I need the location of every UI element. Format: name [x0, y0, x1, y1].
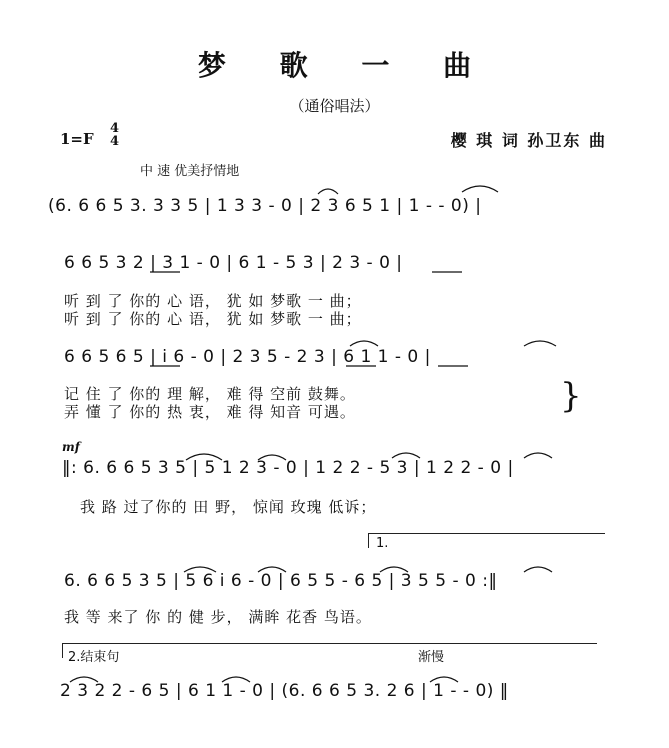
lyric-line-3b: 弄 懂 了 你的 热 衷， 难 得 知音 可遇。 — [64, 403, 356, 421]
slur — [184, 567, 216, 572]
slur — [392, 453, 420, 458]
song-subtitle: （通俗唱法） — [289, 97, 380, 115]
slur — [524, 567, 552, 572]
key-signature: 1=F — [60, 130, 94, 148]
notation-line-6: 2 3 2 2 - 6 5 | 6 1 1 - 0 | (6. 6 6 5 3. 2 6 | 1 - - 0) ‖ — [60, 681, 509, 701]
slur — [524, 453, 552, 458]
lyric-line-3a: 记 住 了 你的 理 解， 难 得 空前 鼓舞。 — [64, 385, 356, 403]
ritardando-marking: 渐慢 — [418, 650, 445, 665]
slur — [258, 455, 286, 460]
tempo-marking: 中 速 优美抒情地 — [140, 164, 240, 179]
slur — [186, 454, 222, 460]
first-ending-label: 1. — [376, 536, 389, 551]
notation-line-2: 6 6 5 3 2 | 3 1 - 0 | 6 1 - 5 3 | 2 3 - 0 | — [64, 253, 403, 273]
slur — [258, 567, 286, 572]
time-signature-bottom: 4 — [110, 134, 120, 149]
notation-line-1: (6. 6 6 5 3. 3 3 5 | 1 3 3 - 0 | 2 3 6 5 1 | 1 - - 0) | — [48, 196, 482, 216]
notation-line-5: 6. 6 6 5 3 5 | 5 6 i 6 - 0 | 6 5 5 - 6 5 | 3 5 5 - 0 :‖ — [64, 571, 498, 591]
slur — [380, 567, 408, 572]
song-title: 梦 歌 一 曲 — [197, 49, 494, 82]
lyric-line-2a: 听 到 了 你的 心 语， 犹 如 梦歌 一 曲； — [64, 292, 362, 310]
credits: 樱 琪 词 孙卫东 曲 — [450, 131, 607, 150]
lyric-line-5: 我 等 来了 你 的 健 步， 满眸 花香 鸟语。 — [64, 608, 372, 626]
slur — [430, 677, 458, 682]
notation-line-4: ‖: 6. 6 6 5 3 5 | 5 1 2 3 - 0 | 1 2 2 - 5 3 | 1 2 2 - 0 | — [62, 458, 514, 478]
slur — [222, 677, 250, 682]
time-signature-top: 4 — [110, 121, 120, 136]
dynamic-marking: mf — [62, 440, 80, 454]
verse-brace: } — [560, 376, 582, 416]
slur — [524, 341, 556, 346]
notation-line-3: 6 6 5 6 5 | i 6 - 0 | 2 3 5 - 2 3 | 6 1 1 - 0 | — [64, 347, 431, 367]
slur — [462, 186, 498, 192]
slur — [318, 189, 338, 194]
second-ending-label: 2.结束句 — [68, 650, 120, 665]
slur — [70, 677, 98, 682]
lyric-line-2b: 听 到 了 你的 心 语， 犹 如 梦歌 一 曲； — [64, 310, 362, 328]
slur — [350, 341, 378, 346]
lyric-line-4: 我 路 过了你的 田 野， 惊闻 玫瑰 低诉； — [80, 498, 377, 516]
